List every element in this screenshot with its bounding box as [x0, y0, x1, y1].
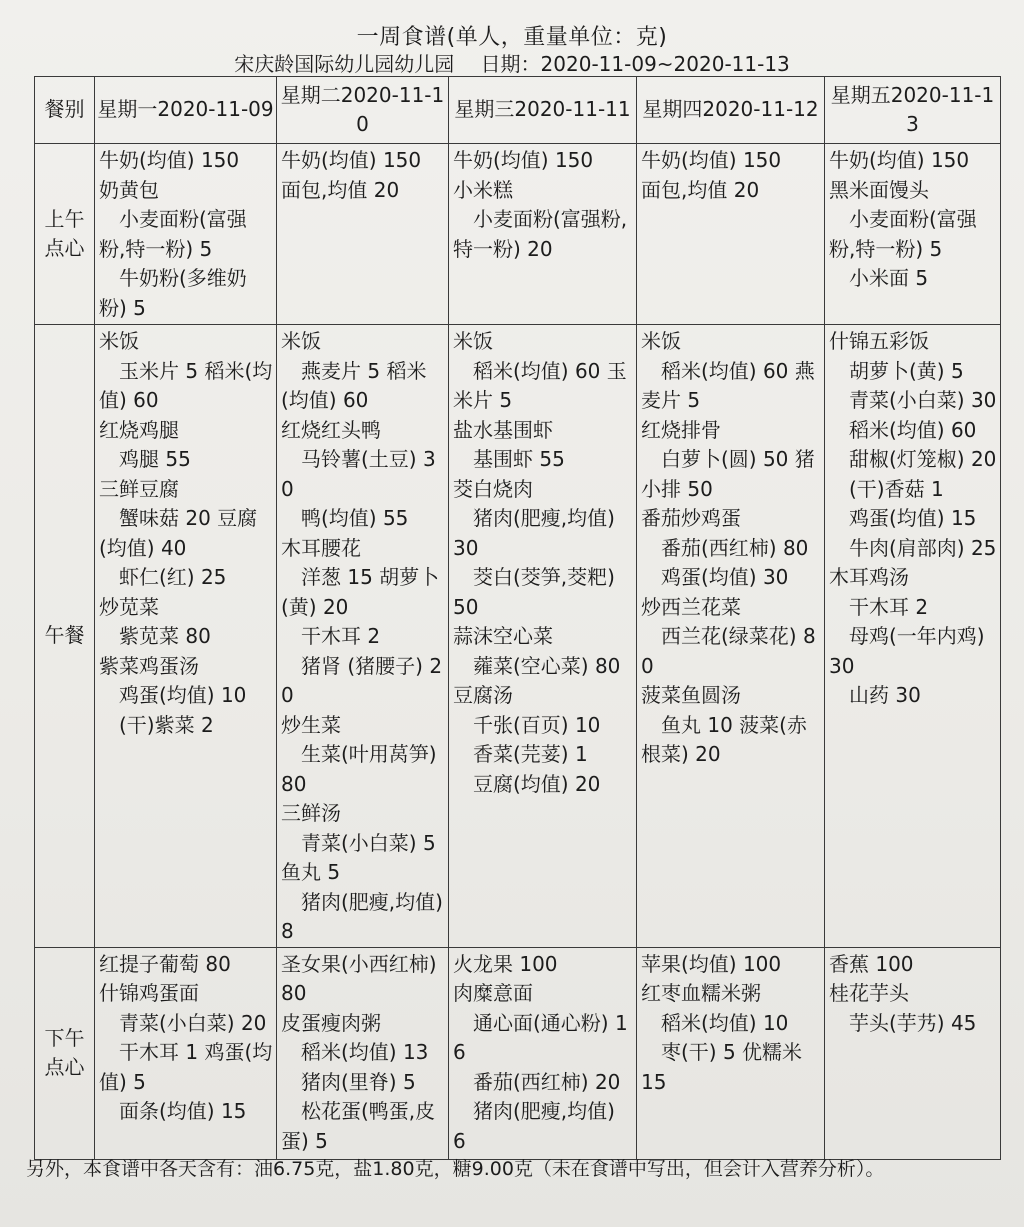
- menu-cell: [637, 947, 825, 1159]
- menu-item: 西兰花(绿菜花) 80: [641, 624, 816, 678]
- menu-item: 洋葱 15 胡萝卜(黄) 20: [281, 565, 440, 619]
- menu-item: 干木耳 2: [281, 624, 381, 648]
- menu-item: 苹果(均值) 100: [641, 951, 782, 976]
- menu-item: 桂花芋头: [829, 981, 909, 1005]
- menu-item: 火龙果 100: [453, 951, 558, 976]
- menu-cell: [95, 144, 277, 325]
- menu-item: 猪肾 (猪腰子) 20: [281, 653, 443, 707]
- menu-cell: [825, 947, 1001, 1159]
- menu-item: 牛奶粉(多维奶粉) 5: [99, 266, 247, 320]
- menu-item: 山药 30: [829, 683, 921, 707]
- menu-cell: [637, 144, 825, 325]
- menu-item: 红烧排骨: [641, 417, 721, 442]
- menu-item: 豆腐(均值) 20: [453, 771, 601, 796]
- menu-item: 圣女果(小西红柿) 80: [281, 951, 437, 1005]
- menu-item: 稻米(均值) 10: [641, 1010, 789, 1035]
- date-range: 日期：2020-11-09~2020-11-13: [480, 52, 790, 76]
- menu-item: 木耳鸡汤: [829, 565, 909, 589]
- menu-item: 枣(干) 5 优糯米 15: [641, 1040, 803, 1094]
- menu-item: 基围虾 55: [453, 447, 565, 471]
- menu-item: 稻米(均值) 13: [281, 1040, 429, 1064]
- menu-item: 母鸡(一年内鸡) 30: [829, 624, 985, 678]
- menu-item: 牛奶(均值) 150: [281, 148, 422, 172]
- day-header: 星期四2020-11-12: [637, 77, 825, 144]
- page-title: 一周食谱(单人，重量单位：克): [356, 25, 668, 50]
- menu-item: 炒苋菜: [99, 594, 159, 619]
- menu-item: 木耳腰花: [281, 535, 361, 560]
- menu-item: 猪肉(肥瘦,均值) 30: [453, 506, 615, 560]
- menu-item: 盐水基围虾: [453, 417, 553, 442]
- meal-type-label: 下午点心: [44, 1025, 85, 1079]
- menu-item: 红烧鸡腿: [99, 417, 179, 442]
- menu-item: 香菜(芫荽) 1: [453, 742, 588, 766]
- menu-item: 茭白(茭笋,茭粑) 50: [453, 565, 615, 619]
- menu-item: 猪肉(肥瘦,均值) 6: [453, 1099, 615, 1153]
- menu-item: 皮蛋瘦肉粥: [281, 1010, 381, 1035]
- meal-row: [35, 325, 1001, 948]
- menu-item: 蟹味菇 20 豆腐(均值) 40: [99, 506, 258, 560]
- menu-item: (干)香菇 1: [829, 476, 944, 501]
- meal-type-cell: [35, 144, 95, 325]
- menu-cell: [637, 325, 825, 948]
- menu-item: 鸡蛋(均值) 30: [641, 565, 789, 589]
- menu-item: 红提子葡萄 80: [99, 951, 231, 976]
- meal-type-label: 上午点心: [44, 206, 85, 260]
- menu-item: 青菜(小白菜) 5 鱼丸 5: [281, 830, 436, 884]
- menu-item: 牛肉(肩部肉) 25: [829, 535, 997, 560]
- meal-type-cell: [35, 325, 95, 948]
- day-header: 星期五2020-11-13: [825, 77, 1001, 144]
- menu-item: 青菜(小白菜) 30: [829, 388, 997, 412]
- school-name: 宋庆龄国际幼儿园幼儿园: [234, 52, 455, 76]
- meal-type-header: 餐别: [35, 77, 95, 144]
- menu-item: 牛奶(均值) 150: [99, 148, 240, 172]
- menu-item: 鸭(均值) 55: [281, 506, 409, 530]
- day-header: 星期三2020-11-11: [449, 77, 637, 144]
- menu-item: 牛奶(均值) 150: [641, 148, 782, 172]
- weekly-menu-table: [34, 76, 1001, 1160]
- menu-item: 番茄(西红柿) 20: [453, 1069, 621, 1094]
- meal-row: [35, 144, 1001, 325]
- menu-item: 菠菜鱼圆汤: [641, 683, 741, 707]
- menu-item: 三鲜豆腐: [99, 476, 179, 501]
- menu-item: 燕麦片 5 稻米(均值) 60: [281, 358, 427, 412]
- menu-item: 黑米面馒头: [829, 177, 929, 202]
- menu-item: 番茄(西红柿) 80: [641, 535, 809, 560]
- menu-item: 紫菜鸡蛋汤: [99, 653, 199, 678]
- menu-item: 什锦五彩饭: [829, 329, 929, 353]
- day-header: 星期一2020-11-09: [95, 77, 277, 144]
- menu-item: 米饭: [641, 329, 681, 353]
- menu-item: 鸡蛋(均值) 10: [99, 683, 247, 707]
- menu-cell: [277, 144, 449, 325]
- menu-item: 小米糕: [453, 177, 513, 202]
- menu-item: 猪肉(里脊) 5: [281, 1069, 416, 1094]
- menu-item: 稻米(均值) 60 玉米片 5: [453, 358, 627, 412]
- menu-item: 茭白烧肉: [453, 476, 533, 501]
- header-row: [35, 77, 1001, 144]
- menu-item: 猪肉(肥瘦,均值) 8: [281, 889, 443, 943]
- menu-item: 红枣血糯米粥: [641, 981, 761, 1005]
- menu-item: 小米面 5: [829, 266, 929, 290]
- menu-cell: [95, 947, 277, 1159]
- menu-item: 肉糜意面: [453, 981, 533, 1005]
- menu-item: 胡萝卜(黄) 5: [829, 358, 964, 383]
- menu-item: 紫苋菜 80: [99, 624, 211, 648]
- menu-item: 通心面(通心粉) 16: [453, 1010, 628, 1064]
- menu-cell: [825, 144, 1001, 325]
- menu-item: 米饭: [99, 329, 139, 353]
- menu-cell: [277, 325, 449, 948]
- menu-item: 三鲜汤: [281, 801, 341, 825]
- menu-item: 面条(均值) 15: [99, 1099, 247, 1123]
- meal-type-label: 午餐: [44, 623, 85, 648]
- menu-item: 鸡蛋(均值) 15: [829, 506, 977, 530]
- menu-item: 豆腐汤: [453, 683, 513, 707]
- menu-item: 蕹菜(空心菜) 80: [453, 653, 621, 678]
- menu-item: 番茄炒鸡蛋: [641, 506, 741, 530]
- menu-item: 干木耳 2: [829, 594, 929, 619]
- menu-item: 奶黄包: [99, 177, 159, 202]
- menu-item: 米饭: [281, 329, 321, 353]
- menu-cell: [95, 325, 277, 948]
- menu-cell: [825, 325, 1001, 948]
- menu-item: 干木耳 1 鸡蛋(均值) 5: [99, 1040, 273, 1094]
- menu-item: 青菜(小白菜) 20: [99, 1010, 267, 1035]
- menu-item: 米饭: [453, 329, 493, 353]
- menu-item: 小麦面粉(富强粉,特一粉) 20: [453, 207, 628, 261]
- menu-cell: [277, 947, 449, 1159]
- menu-item: 小麦面粉(富强粉,特一粉) 5: [99, 207, 247, 261]
- menu-item: 香蕉 100: [829, 951, 914, 976]
- menu-item: 什锦鸡蛋面: [99, 981, 199, 1005]
- menu-item: 牛奶(均值) 150: [453, 148, 594, 172]
- menu-item: 蒜沫空心菜: [453, 624, 553, 648]
- menu-item: 虾仁(红) 25: [99, 565, 227, 589]
- menu-item: 千张(百页) 10: [453, 712, 601, 737]
- menu-item: 面包,均值 20: [281, 177, 400, 202]
- menu-item: 松花蛋(鸭蛋,皮蛋) 5: [281, 1099, 436, 1153]
- menu-item: 鸡腿 55: [99, 447, 191, 471]
- meal-row: [35, 947, 1001, 1159]
- menu-item: 稻米(均值) 60: [829, 417, 977, 442]
- menu-item: (干)紫菜 2: [99, 712, 214, 737]
- menu-item: 小麦面粉(富强粉,特一粉) 5: [829, 207, 977, 261]
- menu-cell: [449, 144, 637, 325]
- day-header: 星期二2020-11-10: [277, 77, 449, 144]
- menu-item: 稻米(均值) 60 燕麦片 5: [641, 358, 815, 412]
- menu-item: 玉米片 5 稻米(均值) 60: [99, 358, 273, 412]
- menu-item: 牛奶(均值) 150: [829, 148, 970, 172]
- menu-cell: [449, 947, 637, 1159]
- menu-item: 马铃薯(土豆) 30: [281, 447, 436, 501]
- menu-cell: [449, 325, 637, 948]
- menu-item: 炒西兰花菜: [641, 594, 741, 619]
- menu-item: 甜椒(灯笼椒) 20: [829, 447, 997, 471]
- menu-item: 鱼丸 10 菠菜(赤根菜) 20: [641, 712, 807, 766]
- footer-note: 另外，本食谱中各天含有：油6.75克，盐1.80克，糖9.00克（未在食谱中写出，但会计入营养分析）。: [26, 1158, 885, 1180]
- meal-type-cell: [35, 947, 95, 1159]
- menu-item: 炒生菜: [281, 712, 341, 737]
- menu-item: 生菜(叶用莴笋) 80: [281, 742, 437, 796]
- subtitle: [0, 50, 1024, 78]
- menu-item: 白萝卜(圆) 50 猪小排 50: [641, 447, 815, 501]
- menu-item: 面包,均值 20: [641, 177, 760, 202]
- menu-item: 红烧红头鸭: [281, 417, 381, 442]
- menu-item: 芋头(芋艿) 45: [829, 1010, 977, 1035]
